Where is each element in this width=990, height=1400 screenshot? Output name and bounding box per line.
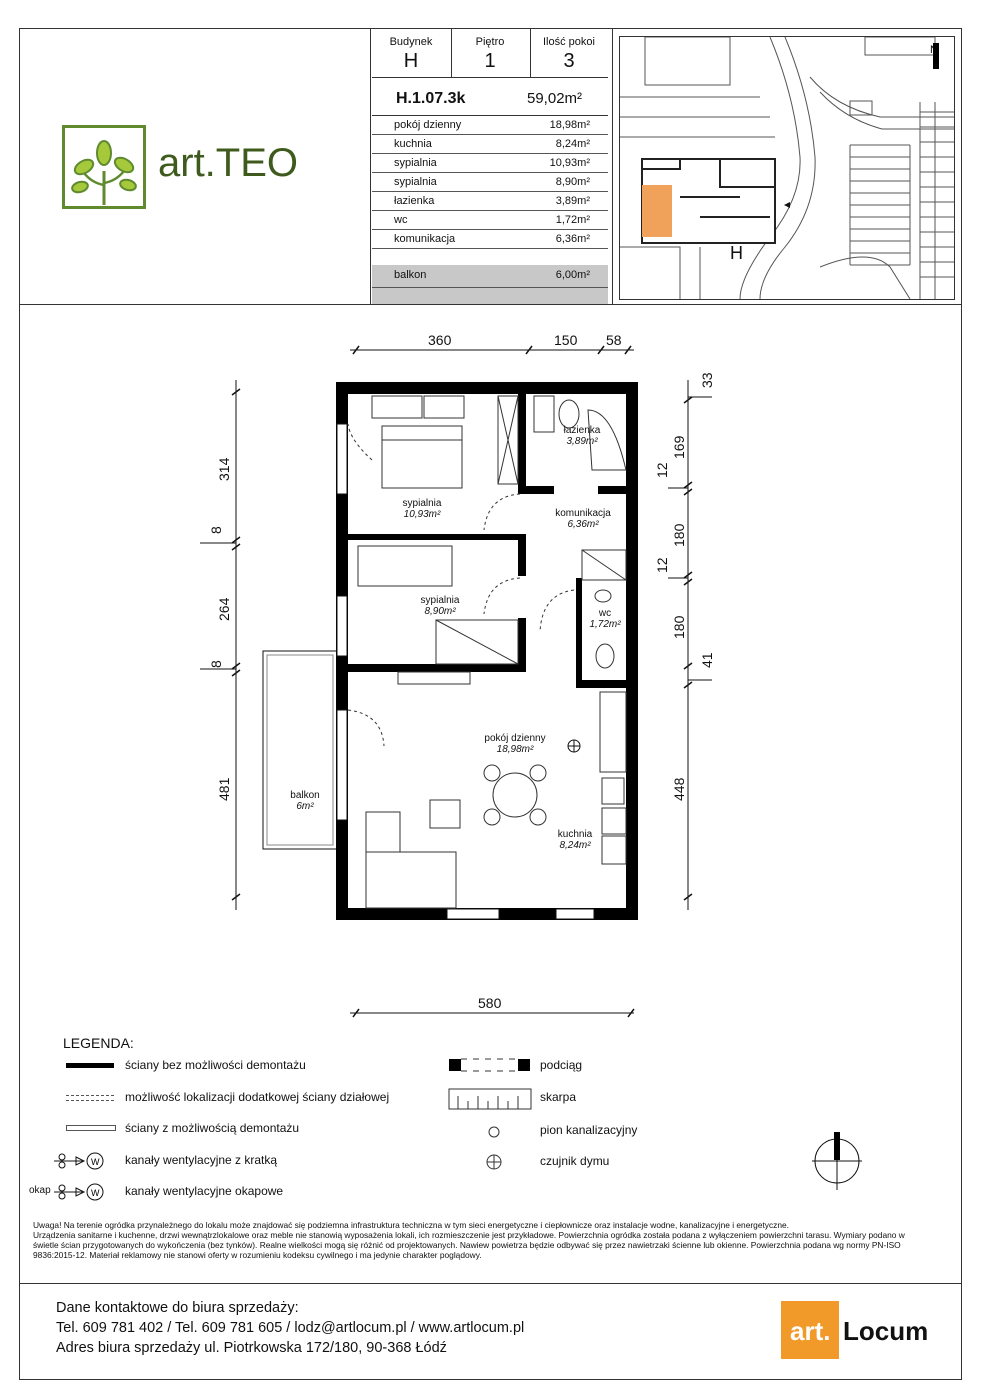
notice-text: Uwaga! Na terenie ogródka przynależnego do lokalu może znajdować się podziemna infrastruktura techniczna w tym sieci energetyczne i ciepłownicze oraz instalacje wodne, kanalizacyjne i energetyczne. Urządzenia sanitarne i kuchenne, drzwi wewnątrzlokalowe oraz meble nie stanowią wyposażenia lokali, ich rozmieszczenie jest przykładowe. Powierzchnia ogródka została podana z wyłączeniem powierzchni tarasu. Wymiary podano w świetle ścian przygotowanych do wykończenia (bez tynków). Realne wielkości mogą się różnić od projektowanych. Nawiew powietrza będzie odbywać się przez nawietrzaki ścienne lub okienne. Powierzchnia podana wg normy PN-ISO 9836:2015-12. Materiał reklamowy nie stanowi oferty w rozumieniu kodeksu cywilnego i ma jedynie charakter poglądowy.: [33, 1220, 905, 1260]
room-row: [372, 174, 608, 192]
contact-line: Dane kontaktowe do biura sprzedaży:: [56, 1300, 299, 1316]
dim-right: 180: [671, 615, 687, 639]
room-name: sypialnia: [394, 157, 437, 169]
tree-icon: [62, 125, 146, 209]
dim-top: 360: [428, 332, 452, 348]
rooms-count-value: 3: [563, 50, 575, 72]
room-area: 6,36m²: [555, 233, 590, 245]
okap-prefix: okap: [29, 1185, 51, 1196]
total-area: 59,02m²: [527, 90, 583, 107]
building-cell: [372, 36, 450, 73]
svg-text:W: W: [91, 1188, 100, 1198]
room-area: 18,98m²: [549, 119, 590, 131]
apartment-code: H.1.07.3k: [396, 90, 466, 107]
dim-right: 180: [671, 523, 687, 547]
brand-name: art.TEO: [158, 141, 299, 185]
label-kuchnia: kuchnia 8,24m²: [557, 829, 593, 851]
dim-left: 8: [208, 660, 224, 668]
dim-right: 12: [654, 462, 670, 478]
reveal-icon: [448, 1088, 532, 1110]
label-balkon: balkon 6m²: [290, 790, 320, 812]
brand-logo: [62, 125, 332, 210]
balcony-area: 6,00m²: [555, 269, 590, 281]
dim-right: 12: [654, 557, 670, 573]
legend-item: czujnik dymu: [540, 1154, 610, 1168]
beam-icon: [448, 1058, 532, 1072]
legend-item: ściany bez możliwości demontażu: [125, 1058, 306, 1072]
room-area: 8,24m²: [555, 138, 590, 150]
highlighted-unit: [642, 185, 672, 237]
legend-item: możliwość lokalizacji dodatkowej ściany działowej: [125, 1090, 390, 1104]
floor-value: 1: [484, 50, 496, 72]
svg-text:W: W: [91, 1157, 100, 1167]
balcony-row: [372, 265, 608, 304]
dim-top: 150: [554, 332, 578, 348]
label-sypialnia-1: sypialnia 10,93m²: [402, 498, 442, 520]
room-row: [372, 155, 608, 173]
building-label: Budynek: [389, 36, 433, 48]
dim-bottom: 580: [478, 995, 502, 1011]
floor-label: Piętro: [475, 36, 505, 48]
smoke-detector-icon: [568, 740, 580, 752]
legend-item: kanały wentylacyjne okapowe: [125, 1184, 284, 1198]
room-area: 10,93m²: [549, 157, 590, 169]
dim-right: 41: [699, 652, 715, 668]
rooms-count-label: Ilość pokoi: [543, 36, 595, 48]
svg-text:N: N: [930, 44, 938, 56]
dim-left: 481: [216, 777, 232, 801]
rooms-cell: [530, 36, 608, 73]
legend-symbol-optional-wall: [66, 1095, 114, 1101]
site-building-letter: H: [730, 243, 743, 263]
label-komunikacja: komunikacja 6,36m²: [555, 508, 611, 530]
legend-item: kanały wentylacyjne z kratką: [125, 1153, 278, 1167]
room-row: [372, 136, 608, 154]
legend-item: ściany z możliwością demontażu: [125, 1121, 300, 1135]
room-name: kuchnia: [394, 138, 432, 150]
room-name: sypialnia: [394, 176, 437, 188]
contact-line: Adres biura sprzedaży ul. Piotrkowska 172/180, 90-368 Łódź: [56, 1340, 447, 1356]
dim-left: 8: [208, 526, 224, 534]
room-name: łazienka: [394, 195, 435, 207]
room-name: komunikacja: [394, 233, 456, 245]
smoke-detector-icon: [485, 1153, 503, 1171]
dim-top: 58: [606, 332, 622, 348]
label-lazienka: łazienka 3,89m²: [563, 425, 601, 447]
vent-grille-icon: [52, 1151, 106, 1171]
label-pokoj-dzienny: pokój dzienny 18,98m²: [484, 733, 546, 755]
legend-item: podciąg: [540, 1058, 583, 1072]
north-arrow-icon: [930, 43, 939, 69]
room-area: 8,90m²: [555, 176, 590, 188]
legend-title: LEGENDA:: [63, 1035, 134, 1051]
legend-symbol-bearing-wall: [66, 1063, 114, 1068]
room-row: [372, 117, 608, 135]
room-name: pokój dzienny: [394, 119, 462, 131]
room-row: [372, 231, 608, 249]
contact-line: Tel. 609 781 402 / Tel. 609 781 605 / lodz@artlocum.pl / www.artlocum.pl: [56, 1320, 525, 1336]
north-arrow-icon: [812, 1130, 862, 1192]
header-col-divider: [370, 28, 371, 304]
sewer-stack-icon: [487, 1125, 501, 1139]
label-wc: wc 1,72m²: [589, 608, 621, 630]
legend-symbol-removable-wall: [66, 1125, 116, 1131]
label-sypialnia-2: sypialnia 8,90m²: [420, 595, 460, 617]
legend-item: skarpa: [540, 1090, 577, 1104]
room-area: 3,89m²: [555, 195, 590, 207]
floor-cell: [451, 36, 529, 73]
dim-right: 448: [671, 777, 687, 801]
vent-hood-icon: [52, 1182, 106, 1202]
balcony-name: balkon: [394, 269, 427, 281]
dim-left: 314: [216, 457, 232, 481]
legend-item: pion kanalizacyjny: [540, 1123, 638, 1137]
dim-left: 264: [216, 597, 232, 621]
room-name: wc: [394, 214, 408, 226]
header-rule: [372, 77, 608, 78]
agency-logo-part1: art.: [790, 1316, 831, 1346]
agency-logo-part2: Locum: [843, 1316, 929, 1346]
building-value: H: [403, 50, 419, 72]
floor-plan: [0, 300, 990, 1030]
header-col-divider: [612, 28, 613, 304]
room-area: 1,72m²: [555, 214, 590, 226]
header-rule: [372, 115, 608, 116]
dim-right: 33: [699, 372, 715, 388]
room-row: [372, 212, 608, 230]
dim-right: 169: [671, 435, 687, 459]
agency-logo: [781, 1301, 940, 1359]
room-row: [372, 193, 608, 211]
footer-divider: [19, 1283, 962, 1284]
site-map: [619, 36, 955, 300]
